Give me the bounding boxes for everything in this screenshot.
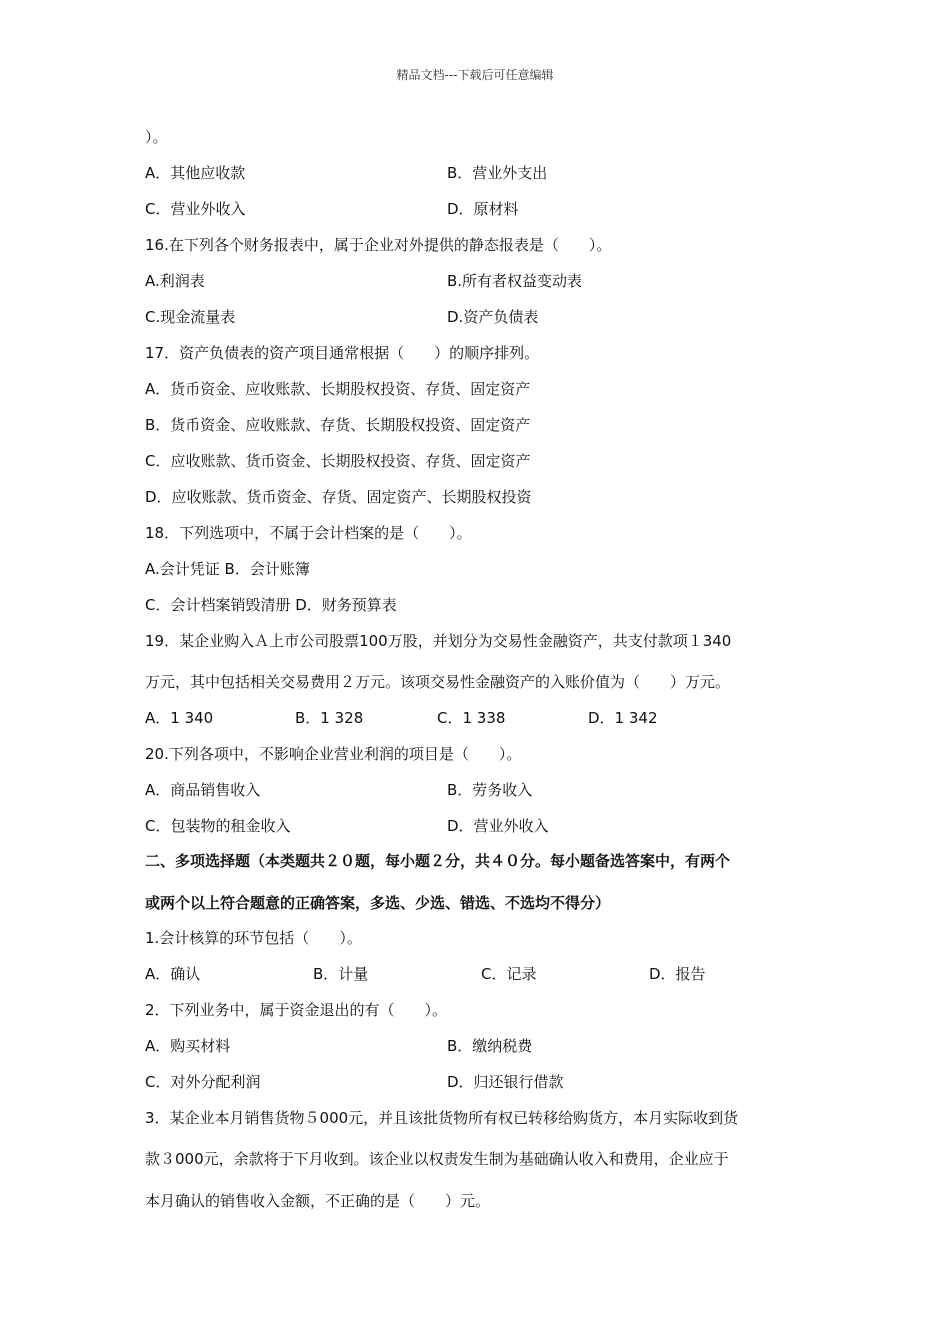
q18-stem: 18．下列选项中，不属于会计档案的是（ ）。	[145, 524, 472, 542]
m3-stem-line3: 本月确认的销售收入金额，不正确的是（ ）元。	[145, 1192, 491, 1210]
q19-option-d: D．1 342	[588, 709, 658, 727]
q17-option-c: C．应收账款、货币资金、长期股权投资、存货、固定资产	[145, 452, 531, 470]
q20-stem: 20.下列各项中，不影响企业营业利润的项目是（ ）。	[145, 745, 522, 763]
m1-option-c: C．记录	[481, 965, 537, 983]
q16-stem: 16.在下列各个财务报表中，属于企业对外提供的静态报表是（ ）。	[145, 236, 612, 254]
q15-option-c: C．营业外收入	[145, 200, 246, 218]
m2-option-d: D．归还银行借款	[447, 1073, 564, 1091]
q17-option-b: B．货币资金、应收账款、存货、长期股权投资、固定资产	[145, 416, 531, 434]
q19-option-b: B．1 328	[295, 709, 364, 727]
q19-option-a: A．1 340	[145, 709, 214, 727]
q19-stem-line2: 万元，其中包括相关交易费用２万元。该项交易性金融资产的入账价值为（ ）万元。	[145, 673, 731, 691]
q16-option-a: A.利润表	[145, 272, 205, 290]
q19-stem-line1: 19．某企业购入Ａ上市公司股票100万股，并划分为交易性金融资产，共支付款项１340	[145, 632, 732, 650]
q16-option-d: D.资产负债表	[447, 308, 539, 326]
q17-option-d: D．应收账款、货币资金、存货、固定资产、长期股权投资	[145, 488, 532, 506]
m3-stem-line2: 款３000元，余款将于下月收到。该企业以权责发生制为基础确认收入和费用，企业应于	[145, 1150, 729, 1168]
m2-option-a: A．购买材料	[145, 1037, 231, 1055]
q20-option-b: B．劳务收入	[447, 781, 533, 799]
section2-heading-line1: 二、多项选择题（本类题共２０题，每小题２分，共４０分。每小题备选答案中，有两个	[145, 852, 731, 870]
q20-option-c: C．包装物的租金收入	[145, 817, 291, 835]
m2-option-c: C．对外分配利润	[145, 1073, 261, 1091]
m3-stem-line1: 3．某企业本月销售货物５000元，并且该批货物所有权已转移给购货方，本月实际收到货	[145, 1109, 739, 1127]
m1-option-d: D．报告	[649, 965, 706, 983]
q15-option-a: A．其他应收款	[145, 164, 246, 182]
q17-stem: 17．资产负债表的资产项目通常根据（ ）的顺序排列。	[145, 344, 540, 362]
m1-stem: 1.会计核算的环节包括（ ）。	[145, 929, 362, 947]
section2-heading-line2: 或两个以上符合题意的正确答案，多选、少选、错选、不选均不得分）	[145, 894, 611, 912]
q18-options-ab: A.会计凭证 B．会计账簿	[145, 560, 310, 578]
q20-option-d: D．营业外收入	[447, 817, 549, 835]
page-header: 精品文档---下载后可任意编辑	[396, 68, 554, 82]
q15-option-d: D．原材料	[447, 200, 519, 218]
q19-option-c: C．1 338	[437, 709, 506, 727]
continuation-line: ）。	[145, 128, 168, 146]
m2-stem: 2．下列业务中，属于资金退出的有（ ）。	[145, 1001, 448, 1019]
q17-option-a: A．货币资金、应收账款、长期股权投资、存货、固定资产	[145, 380, 531, 398]
q18-options-cd: C．会计档案销毁清册 D．财务预算表	[145, 596, 397, 614]
q16-option-b: B.所有者权益变动表	[447, 272, 583, 290]
m1-option-a: A．确认	[145, 965, 201, 983]
q16-option-c: C.现金流量表	[145, 308, 236, 326]
q20-option-a: A．商品销售收入	[145, 781, 261, 799]
m2-option-b: B．缴纳税费	[447, 1037, 533, 1055]
q15-option-b: B．营业外支出	[447, 164, 548, 182]
m1-option-b: B．计量	[313, 965, 369, 983]
